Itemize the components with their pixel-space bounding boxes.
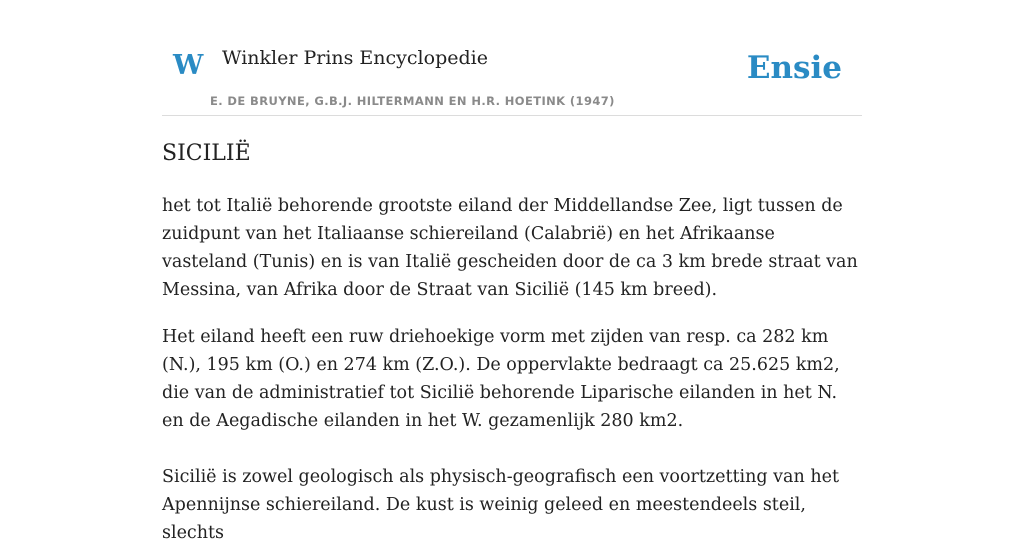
ensie-brand-logo[interactable]: Ensie (746, 50, 842, 86)
site-header (162, 38, 862, 116)
article-paragraph-1: het tot Italië behorende grootste eiland der Middellandse Zee, ligt tussen de zuidpunt van het Italiaanse schiereiland (Calabrië) en het Afrikaanse vasteland (Tunis) en is van Italië gescheiden door de ca 3 km brede straat van Messina, van Afrika door de Straat van Sicilië (145 km breed). (162, 196, 858, 300)
winkler-prins-logo[interactable]: W (173, 50, 204, 81)
site-title[interactable]: Winkler Prins Encyclopedie (222, 47, 488, 69)
article-title: SICILIË (162, 141, 251, 166)
article-paragraph-3: Sicilië is zowel geologisch als physisch-geografisch een voortzetting van het Apennijnse schiereiland. De kust is weinig geleed en meestendeels steil, slechts (162, 467, 839, 543)
authors-line: E. DE BRUYNE, G.B.J. HILTERMANN EN H.R. HOETINK (1947) (210, 94, 615, 108)
article-paragraph-2: Het eiland heeft een ruw driehoekige vorm met zijden van resp. ca 282 km (N.), 195 km (O.) en 274 km (Z.O.). De oppervlakte bedraagt ca 25.625 km2, die van de administratief tot Sicilië behorende Liparische eilanden in het N. en de Aegadische eilanden in het W. gezamenlijk 280 km2. (162, 327, 840, 431)
